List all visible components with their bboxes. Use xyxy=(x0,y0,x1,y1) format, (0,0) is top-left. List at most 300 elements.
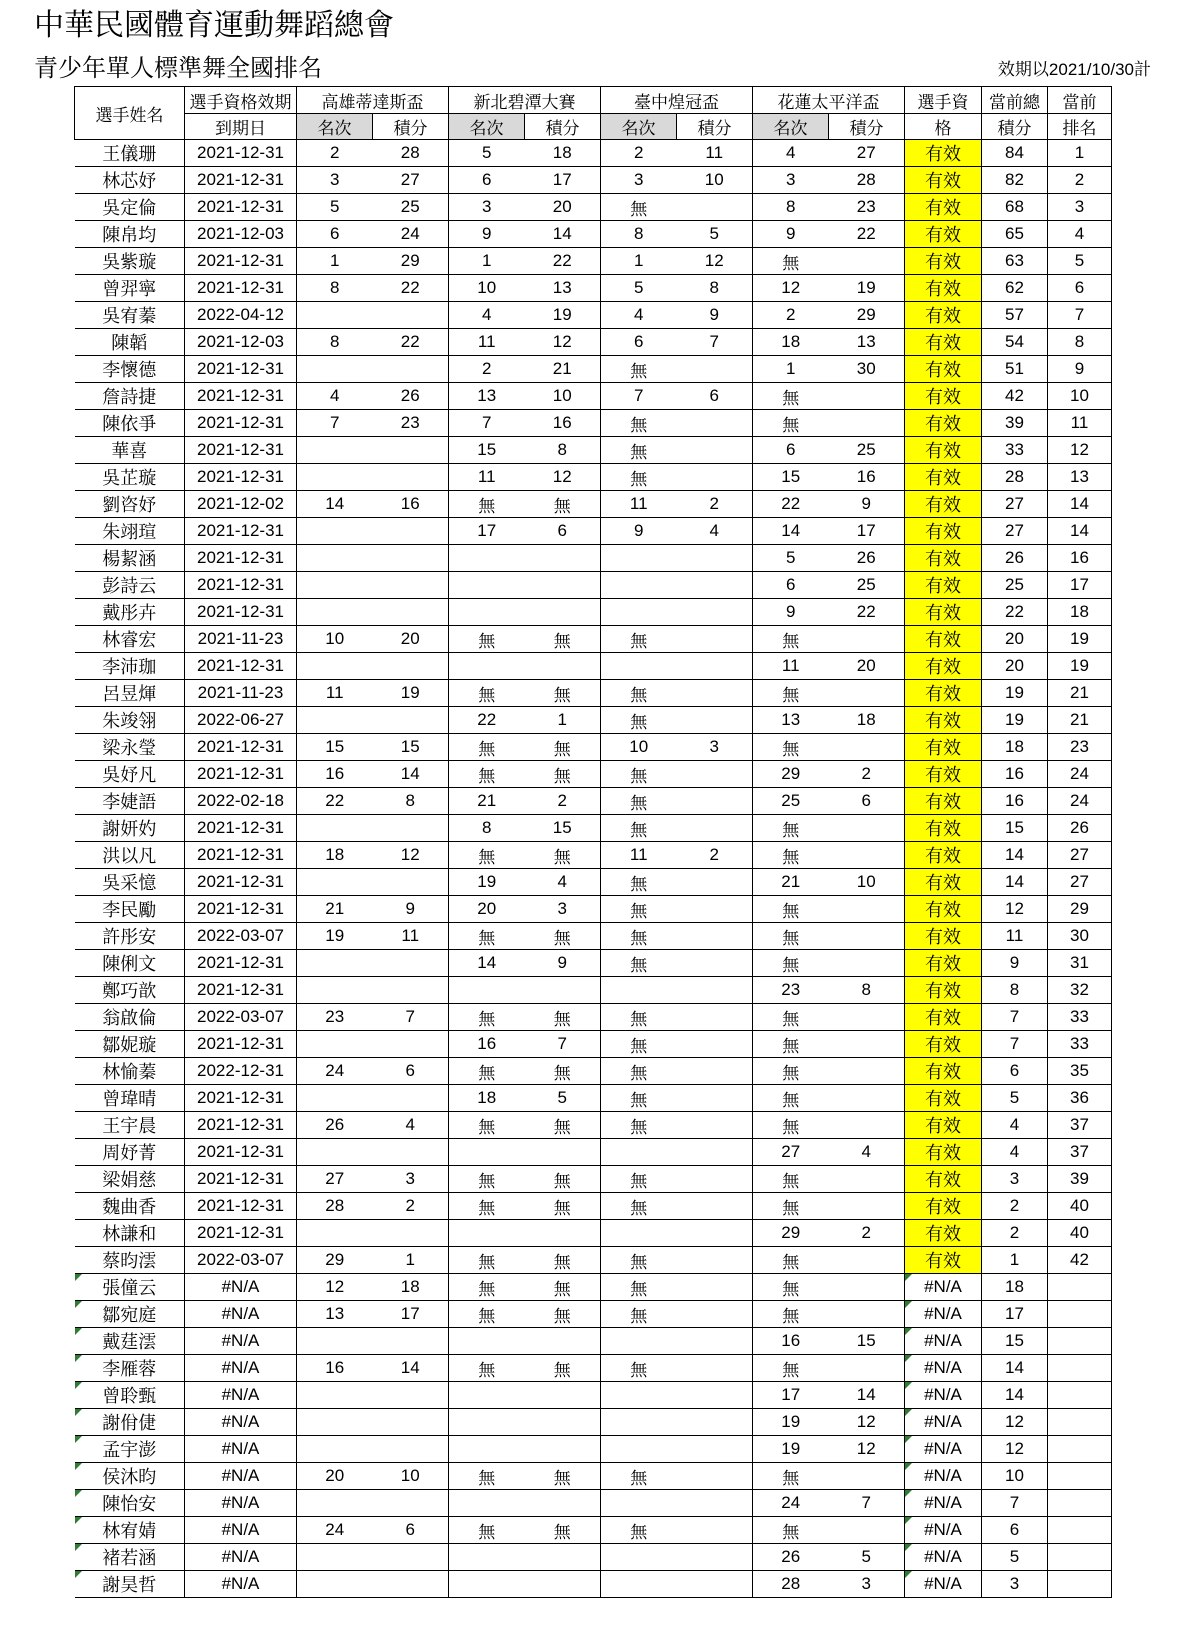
comp2-rank: 19 xyxy=(449,869,525,896)
expiry-date: #N/A xyxy=(185,1436,297,1463)
comment-marker-icon xyxy=(75,1274,82,1281)
player-name: 曾瑋晴 xyxy=(75,1085,185,1112)
current-rank: 1 xyxy=(1048,140,1112,167)
comp1-rank xyxy=(297,599,373,626)
comp3-points xyxy=(677,1247,753,1274)
page-title: 中華民國體育運動舞蹈總會 xyxy=(34,8,394,43)
current-rank: 24 xyxy=(1048,788,1112,815)
comp2-points: 無 xyxy=(525,1355,601,1382)
comp3-rank xyxy=(601,599,677,626)
comp4-points xyxy=(829,680,905,707)
comp1-points: 24 xyxy=(373,221,449,248)
comp3-rank: 無 xyxy=(601,1355,677,1382)
expiry-date: 2021-12-31 xyxy=(185,194,297,221)
qual-status: #N/A xyxy=(905,1436,982,1463)
total-points: 4 xyxy=(982,1112,1048,1139)
qual-status: 有效 xyxy=(905,383,982,410)
table-row xyxy=(75,1058,1112,1085)
header-points-sub: 積分 xyxy=(677,114,753,140)
comp3-rank: 7 xyxy=(601,383,677,410)
comp4-rank: 17 xyxy=(753,1382,829,1409)
comp1-points xyxy=(373,1409,449,1436)
comp1-points: 9 xyxy=(373,896,449,923)
current-rank xyxy=(1048,1382,1112,1409)
comp1-points: 10 xyxy=(373,1463,449,1490)
comp2-points: 18 xyxy=(525,140,601,167)
total-points: 14 xyxy=(982,869,1048,896)
comp2-points: 3 xyxy=(525,896,601,923)
comp2-points: 10 xyxy=(525,383,601,410)
player-name: 彭詩云 xyxy=(75,572,185,599)
expiry-date: #N/A xyxy=(185,1517,297,1544)
comp4-points: 7 xyxy=(829,1490,905,1517)
table-row xyxy=(75,842,1112,869)
comp4-points: 2 xyxy=(829,761,905,788)
table-row xyxy=(75,761,1112,788)
comp4-rank: 無 xyxy=(753,680,829,707)
comment-marker-icon xyxy=(905,1517,912,1524)
comp3-points xyxy=(677,1571,753,1598)
comp3-rank: 11 xyxy=(601,842,677,869)
comp2-points: 6 xyxy=(525,518,601,545)
expiry-date: 2021-12-31 xyxy=(185,140,297,167)
comp3-points: 8 xyxy=(677,275,753,302)
comp2-points: 無 xyxy=(525,626,601,653)
comp1-rank xyxy=(297,977,373,1004)
comp2-points: 無 xyxy=(525,761,601,788)
comp4-rank: 無 xyxy=(753,923,829,950)
comp4-points: 29 xyxy=(829,302,905,329)
expiry-date: 2021-12-31 xyxy=(185,464,297,491)
table-row xyxy=(75,1112,1112,1139)
comp2-points: 22 xyxy=(525,248,601,275)
comp3-points xyxy=(677,1409,753,1436)
current-rank: 37 xyxy=(1048,1139,1112,1166)
comp1-rank: 8 xyxy=(297,329,373,356)
comp2-rank xyxy=(449,545,525,572)
current-rank: 8 xyxy=(1048,329,1112,356)
comp2-points: 12 xyxy=(525,464,601,491)
comp2-points: 無 xyxy=(525,1517,601,1544)
player-name: 吳采憶 xyxy=(75,869,185,896)
player-name: 謝佾倢 xyxy=(75,1409,185,1436)
total-points: 51 xyxy=(982,356,1048,383)
player-name: 戴莛澐 xyxy=(75,1328,185,1355)
comp1-points: 4 xyxy=(373,1112,449,1139)
comp1-rank: 11 xyxy=(297,680,373,707)
comp2-rank: 無 xyxy=(449,923,525,950)
qual-status: 有效 xyxy=(905,815,982,842)
comp3-rank: 無 xyxy=(601,788,677,815)
comp3-points xyxy=(677,1328,753,1355)
comp2-points: 無 xyxy=(525,1247,601,1274)
table-row xyxy=(75,572,1112,599)
comp1-rank xyxy=(297,1571,373,1598)
player-name: 曾聆甄 xyxy=(75,1382,185,1409)
comp4-points xyxy=(829,1085,905,1112)
comp4-points: 30 xyxy=(829,356,905,383)
expiry-date: 2021-12-31 xyxy=(185,167,297,194)
header-comp-hualien: 花蓮太平洋盃 xyxy=(753,87,905,114)
player-name: 鄭巧歆 xyxy=(75,977,185,1004)
comp1-points xyxy=(373,572,449,599)
comp2-points: 15 xyxy=(525,815,601,842)
expiry-date: 2022-03-07 xyxy=(185,923,297,950)
player-name: 許彤安 xyxy=(75,923,185,950)
comp4-points: 17 xyxy=(829,518,905,545)
table-row xyxy=(75,356,1112,383)
comment-marker-icon xyxy=(905,1328,912,1335)
qual-status: 有效 xyxy=(905,1085,982,1112)
total-points: 18 xyxy=(982,734,1048,761)
comp2-rank: 7 xyxy=(449,410,525,437)
comp4-rank: 28 xyxy=(753,1571,829,1598)
comp1-points xyxy=(373,1571,449,1598)
comp3-points xyxy=(677,923,753,950)
comp4-rank: 無 xyxy=(753,383,829,410)
total-points: 11 xyxy=(982,923,1048,950)
comp1-rank: 13 xyxy=(297,1301,373,1328)
player-name: 華喜 xyxy=(75,437,185,464)
comp4-points: 22 xyxy=(829,599,905,626)
comp1-points: 1 xyxy=(373,1247,449,1274)
comp3-rank: 5 xyxy=(601,275,677,302)
comp1-rank xyxy=(297,1409,373,1436)
comp4-rank: 9 xyxy=(753,599,829,626)
table-row xyxy=(75,1382,1112,1409)
player-name: 孟宇澎 xyxy=(75,1436,185,1463)
expiry-date: 2021-12-31 xyxy=(185,815,297,842)
comp3-rank xyxy=(601,653,677,680)
comp3-points: 12 xyxy=(677,248,753,275)
comp3-points xyxy=(677,1517,753,1544)
table-row xyxy=(75,464,1112,491)
comp3-rank xyxy=(601,545,677,572)
player-name: 王儀珊 xyxy=(75,140,185,167)
comp2-rank: 10 xyxy=(449,275,525,302)
current-rank: 27 xyxy=(1048,842,1112,869)
comp3-rank: 無 xyxy=(601,896,677,923)
current-rank xyxy=(1048,1301,1112,1328)
qual-status: 有效 xyxy=(905,1139,982,1166)
comp2-rank: 無 xyxy=(449,1112,525,1139)
qual-status: 有效 xyxy=(905,491,982,518)
comp1-points: 15 xyxy=(373,734,449,761)
qual-status: 有效 xyxy=(905,896,982,923)
comp3-rank: 無 xyxy=(601,194,677,221)
player-name: 林睿宏 xyxy=(75,626,185,653)
comp3-rank xyxy=(601,1139,677,1166)
header-points-sub: 積分 xyxy=(373,114,449,140)
comment-marker-icon xyxy=(75,1463,82,1470)
current-rank: 30 xyxy=(1048,923,1112,950)
current-rank: 39 xyxy=(1048,1166,1112,1193)
expiry-date: #N/A xyxy=(185,1274,297,1301)
comp3-points xyxy=(677,869,753,896)
comp3-points xyxy=(677,896,753,923)
comp3-rank: 1 xyxy=(601,248,677,275)
table-row xyxy=(75,221,1112,248)
current-rank: 21 xyxy=(1048,680,1112,707)
comp2-rank: 17 xyxy=(449,518,525,545)
comp1-points: 12 xyxy=(373,842,449,869)
comp4-rank: 16 xyxy=(753,1328,829,1355)
comp4-points: 3 xyxy=(829,1571,905,1598)
table-row xyxy=(75,1490,1112,1517)
comp1-points: 18 xyxy=(373,1274,449,1301)
expiry-date: 2021-12-31 xyxy=(185,248,297,275)
table-header xyxy=(75,87,1112,140)
comp3-rank xyxy=(601,1382,677,1409)
table-row xyxy=(75,626,1112,653)
header-rank-sub: 名次 xyxy=(753,114,829,140)
comp4-rank: 無 xyxy=(753,626,829,653)
player-name: 王宇晨 xyxy=(75,1112,185,1139)
total-points: 20 xyxy=(982,653,1048,680)
header-current-rank-top: 當前 xyxy=(1048,87,1112,114)
total-points: 3 xyxy=(982,1571,1048,1598)
current-rank xyxy=(1048,1571,1112,1598)
comp3-points xyxy=(677,437,753,464)
player-name: 吳宥蓁 xyxy=(75,302,185,329)
current-rank: 40 xyxy=(1048,1220,1112,1247)
comp1-rank xyxy=(297,356,373,383)
comp1-points xyxy=(373,707,449,734)
comp4-rank: 無 xyxy=(753,1301,829,1328)
comp1-rank: 24 xyxy=(297,1517,373,1544)
comp4-rank: 無 xyxy=(753,896,829,923)
comp2-rank xyxy=(449,653,525,680)
qual-status: 有效 xyxy=(905,545,982,572)
comp3-points xyxy=(677,680,753,707)
comp1-points: 2 xyxy=(373,1193,449,1220)
comp2-rank: 無 xyxy=(449,1193,525,1220)
comp4-rank: 6 xyxy=(753,437,829,464)
comp3-points xyxy=(677,1166,753,1193)
comp1-points: 14 xyxy=(373,1355,449,1382)
comp4-points: 8 xyxy=(829,977,905,1004)
comp4-rank: 27 xyxy=(753,1139,829,1166)
table-row xyxy=(75,1139,1112,1166)
current-rank: 29 xyxy=(1048,896,1112,923)
comp3-points: 7 xyxy=(677,329,753,356)
table-row xyxy=(75,1247,1112,1274)
comp4-points: 12 xyxy=(829,1409,905,1436)
comp3-points xyxy=(677,1058,753,1085)
header-comp-kaohsiung: 高雄蒂達斯盃 xyxy=(297,87,449,114)
comp2-points: 5 xyxy=(525,1085,601,1112)
comp4-points xyxy=(829,626,905,653)
comp1-rank xyxy=(297,518,373,545)
player-name: 詹詩捷 xyxy=(75,383,185,410)
comp2-rank: 16 xyxy=(449,1031,525,1058)
comment-marker-icon xyxy=(905,1382,912,1389)
comp3-points xyxy=(677,599,753,626)
comp3-points xyxy=(677,1085,753,1112)
comp1-rank: 4 xyxy=(297,383,373,410)
comp4-points: 12 xyxy=(829,1436,905,1463)
comp1-points xyxy=(373,1220,449,1247)
expiry-date: 2021-12-31 xyxy=(185,761,297,788)
comp3-points: 10 xyxy=(677,167,753,194)
expiry-date: 2022-12-31 xyxy=(185,1058,297,1085)
player-name: 李沛珈 xyxy=(75,653,185,680)
player-name: 李懷德 xyxy=(75,356,185,383)
comp4-points: 26 xyxy=(829,545,905,572)
header-rank-sub: 名次 xyxy=(297,114,373,140)
qual-status: #N/A xyxy=(905,1517,982,1544)
expiry-date: 2021-12-03 xyxy=(185,221,297,248)
comp3-rank: 11 xyxy=(601,491,677,518)
total-points: 54 xyxy=(982,329,1048,356)
comment-marker-icon xyxy=(75,1328,82,1335)
comp2-points: 17 xyxy=(525,167,601,194)
comment-marker-icon xyxy=(75,1355,82,1362)
qual-status: 有效 xyxy=(905,950,982,977)
total-points: 84 xyxy=(982,140,1048,167)
current-rank: 4 xyxy=(1048,221,1112,248)
comp1-points: 6 xyxy=(373,1058,449,1085)
comp3-rank: 9 xyxy=(601,518,677,545)
comp2-rank: 8 xyxy=(449,815,525,842)
current-rank: 14 xyxy=(1048,491,1112,518)
current-rank xyxy=(1048,1328,1112,1355)
player-name: 戴彤卉 xyxy=(75,599,185,626)
total-points: 57 xyxy=(982,302,1048,329)
qual-status: 有效 xyxy=(905,977,982,1004)
current-rank: 24 xyxy=(1048,761,1112,788)
comp1-rank xyxy=(297,302,373,329)
comp2-points: 無 xyxy=(525,1112,601,1139)
comp4-rank: 24 xyxy=(753,1490,829,1517)
comp1-rank: 29 xyxy=(297,1247,373,1274)
expiry-date: #N/A xyxy=(185,1544,297,1571)
player-name: 朱竣翎 xyxy=(75,707,185,734)
comp2-points: 2 xyxy=(525,788,601,815)
comp1-rank: 28 xyxy=(297,1193,373,1220)
comp3-points: 6 xyxy=(677,383,753,410)
current-rank: 37 xyxy=(1048,1112,1112,1139)
comp1-rank xyxy=(297,950,373,977)
expiry-date: #N/A xyxy=(185,1301,297,1328)
comp3-rank: 無 xyxy=(601,1274,677,1301)
comp3-points: 11 xyxy=(677,140,753,167)
expiry-date: #N/A xyxy=(185,1490,297,1517)
comp1-points: 22 xyxy=(373,275,449,302)
comp3-points xyxy=(677,1490,753,1517)
comp1-rank xyxy=(297,1382,373,1409)
current-rank: 31 xyxy=(1048,950,1112,977)
qual-status: 有效 xyxy=(905,653,982,680)
comp2-rank: 22 xyxy=(449,707,525,734)
comp4-points: 27 xyxy=(829,140,905,167)
total-points: 14 xyxy=(982,842,1048,869)
total-points: 12 xyxy=(982,1436,1048,1463)
total-points: 8 xyxy=(982,977,1048,1004)
comp4-points xyxy=(829,1247,905,1274)
total-points: 5 xyxy=(982,1544,1048,1571)
comp1-points xyxy=(373,545,449,572)
comp2-points: 13 xyxy=(525,275,601,302)
comp3-rank: 無 xyxy=(601,1247,677,1274)
table-row xyxy=(75,896,1112,923)
comp2-rank: 無 xyxy=(449,1517,525,1544)
total-points: 65 xyxy=(982,221,1048,248)
comp1-rank: 16 xyxy=(297,1355,373,1382)
header-rank-sub: 名次 xyxy=(601,114,677,140)
comp2-points: 1 xyxy=(525,707,601,734)
table-row xyxy=(75,491,1112,518)
header-comp-taichung: 臺中煌冠盃 xyxy=(601,87,753,114)
comp4-rank: 5 xyxy=(753,545,829,572)
header-name: 選手姓名 xyxy=(75,87,185,140)
comp2-points xyxy=(525,1139,601,1166)
player-name: 謝昊哲 xyxy=(75,1571,185,1598)
comp2-points xyxy=(525,545,601,572)
comp3-points xyxy=(677,1031,753,1058)
comp2-rank: 11 xyxy=(449,329,525,356)
comp1-rank xyxy=(297,1436,373,1463)
current-rank xyxy=(1048,1355,1112,1382)
player-name: 李雁蓉 xyxy=(75,1355,185,1382)
comp4-points xyxy=(829,815,905,842)
comp2-rank xyxy=(449,1571,525,1598)
comp3-rank xyxy=(601,1409,677,1436)
comp1-rank: 24 xyxy=(297,1058,373,1085)
comp4-points: 6 xyxy=(829,788,905,815)
header-qual-status-top: 選手資 xyxy=(905,87,982,114)
comp3-points xyxy=(677,1436,753,1463)
expiry-date: #N/A xyxy=(185,1355,297,1382)
comp1-points: 25 xyxy=(373,194,449,221)
comp3-rank: 無 xyxy=(601,1112,677,1139)
comp1-rank: 14 xyxy=(297,491,373,518)
comment-marker-icon xyxy=(75,1382,82,1389)
comp1-rank xyxy=(297,1544,373,1571)
comp1-rank: 10 xyxy=(297,626,373,653)
comp3-rank xyxy=(601,1490,677,1517)
table-row xyxy=(75,1517,1112,1544)
qual-status: #N/A xyxy=(905,1301,982,1328)
comp3-rank xyxy=(601,1220,677,1247)
comp3-rank: 無 xyxy=(601,626,677,653)
comp1-rank xyxy=(297,1220,373,1247)
comp3-points: 3 xyxy=(677,734,753,761)
comp4-rank: 6 xyxy=(753,572,829,599)
total-points: 62 xyxy=(982,275,1048,302)
comp2-points xyxy=(525,653,601,680)
comp1-points: 6 xyxy=(373,1517,449,1544)
comp1-rank xyxy=(297,572,373,599)
comp4-points: 18 xyxy=(829,707,905,734)
expiry-date: 2021-12-31 xyxy=(185,518,297,545)
current-rank: 6 xyxy=(1048,275,1112,302)
table-row xyxy=(75,194,1112,221)
table-row xyxy=(75,1004,1112,1031)
comp4-points xyxy=(829,1274,905,1301)
comp3-rank xyxy=(601,572,677,599)
comp4-points: 4 xyxy=(829,1139,905,1166)
expiry-date: 2021-12-31 xyxy=(185,1085,297,1112)
comp1-rank xyxy=(297,1139,373,1166)
qual-status: 有效 xyxy=(905,761,982,788)
expiry-date: 2021-12-31 xyxy=(185,842,297,869)
comp2-points: 7 xyxy=(525,1031,601,1058)
comp4-rank: 13 xyxy=(753,707,829,734)
comp4-points xyxy=(829,734,905,761)
comp4-rank: 無 xyxy=(753,1031,829,1058)
qual-status: 有效 xyxy=(905,1112,982,1139)
